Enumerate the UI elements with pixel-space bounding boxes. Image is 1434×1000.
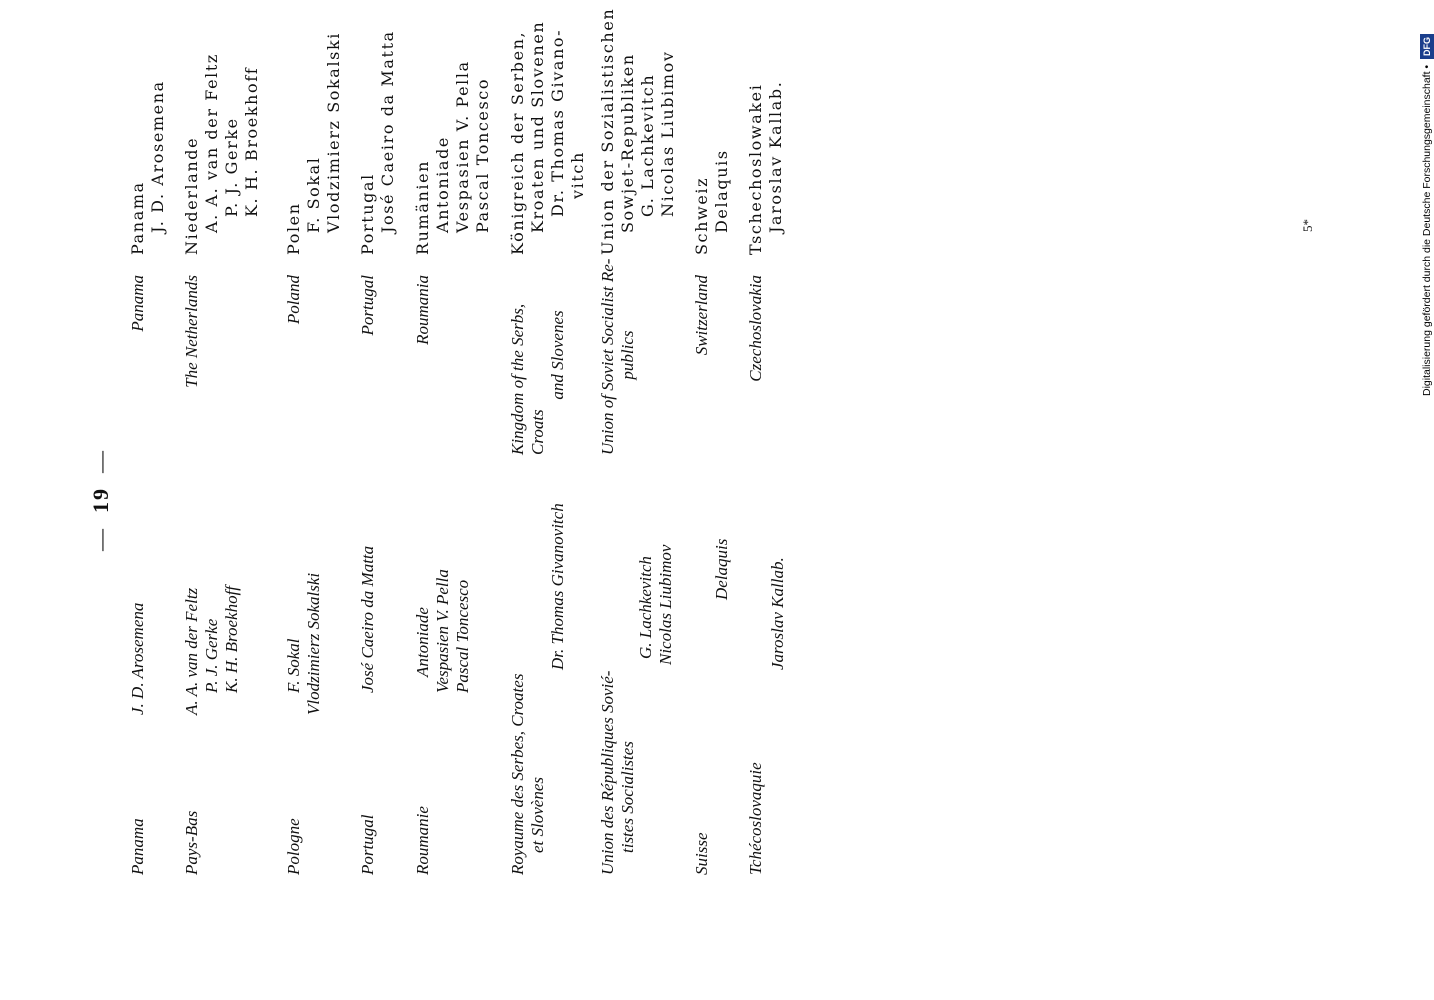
text-line: Kingdom of the Serbs, Croats: [508, 303, 547, 455]
text-line: Niederlande: [182, 136, 201, 255]
text-line: Delaquis: [712, 538, 731, 600]
text-line: Polen: [284, 202, 303, 255]
text-line: Vespasien V. Pella: [453, 60, 472, 233]
text-line: tistes Socialistes: [618, 741, 637, 853]
text-line: Panama: [128, 275, 147, 332]
text-line: Rumänien: [413, 159, 432, 255]
text-line: G. Lachkevitch: [636, 556, 655, 659]
names-french: [508, 503, 568, 670]
text-line: Union of Soviet Socialist Re-: [598, 258, 617, 455]
text-line: Pascal Toncesco: [453, 579, 472, 693]
text-line: José Caeiro da Matta: [358, 545, 377, 693]
entry-german: [128, 80, 168, 255]
entry-german: [182, 53, 262, 255]
names-french: [598, 545, 676, 665]
text-line: K. H. Broekhoff: [242, 66, 261, 217]
entry-german: [746, 81, 786, 255]
names-french: [692, 539, 732, 600]
text-line: Antoniade: [433, 136, 452, 233]
text-line: Antoniade: [413, 607, 432, 677]
page-number: 19: [88, 487, 113, 513]
text-line: Portugal: [358, 173, 377, 255]
dfg-logo-icon: DFG: [1420, 34, 1434, 59]
text-line: publics: [618, 330, 637, 380]
text-line: Suisse: [692, 832, 711, 875]
text-line: J. D. Arosemena: [148, 80, 167, 233]
country-french: [598, 630, 638, 875]
country-french: [284, 818, 304, 875]
text-line: Dr. Thomas Givano-: [548, 28, 567, 217]
text-line: Panama: [128, 181, 147, 255]
text-line: Nicolas Liubimov: [658, 50, 677, 217]
text-line: Delaquis: [712, 149, 731, 233]
text-line: Union des Républiques Sovié-: [598, 670, 617, 875]
country-english: [746, 275, 766, 445]
text-line: Pascal Toncesco: [473, 77, 492, 233]
text-line: Portugal: [358, 275, 377, 336]
text-line: Switzerland: [692, 275, 711, 356]
entry-german: [598, 0, 678, 255]
country-english: [692, 275, 712, 445]
text-line: Sowjet-Republiken: [618, 53, 637, 233]
text-line: vitch: [568, 151, 587, 199]
text-line: Tchécoslovaquie: [746, 762, 765, 875]
text-line: F. Sokal: [304, 156, 323, 233]
names-french: [746, 557, 788, 670]
text-line: P. J. Gerke: [222, 117, 241, 217]
country-english: [508, 255, 568, 455]
entry-german: [413, 60, 493, 255]
text-line: Roumanie: [413, 806, 432, 875]
text-line: Königreich der Serben,: [508, 30, 527, 255]
text-line: Schweiz: [692, 176, 711, 255]
text-line: F. Sokal: [284, 638, 303, 693]
names-french: [284, 573, 324, 715]
text-line: Vespasien V. Pella: [433, 569, 452, 693]
text-line: Vlodzimierz Sokalski: [324, 32, 343, 233]
names-french: [182, 586, 242, 715]
country-english: [284, 275, 304, 445]
signatory-row: [182, 0, 292, 1000]
text-line: Dr. Thomas Givanovitch: [548, 503, 567, 670]
entry-german: [284, 32, 344, 255]
text-line: and Slovenes: [548, 310, 567, 400]
text-line: Union der Sozialistischen: [598, 7, 617, 255]
text-line: Jaroslav Kallab.: [768, 557, 787, 670]
text-line: Royaume des Serbes, Croates: [508, 673, 527, 875]
text-line: Czechoslovakia: [746, 275, 765, 382]
text-line: Tschechoslowakei: [746, 83, 765, 255]
text-line: Portugal: [358, 814, 377, 875]
text-line: The Netherlands: [182, 275, 201, 388]
text-line: K. H. Broekhoff: [222, 585, 241, 693]
text-line: Kroaten und Slovenen: [528, 20, 547, 233]
signatory-row: [746, 0, 856, 1000]
entry-german: [358, 30, 398, 255]
text-line: Pays-Bas: [182, 810, 201, 875]
dfg-credit-text: Digitalisierung gefördert durch die Deutsche Forschungsgemeinschaft: [1421, 71, 1433, 396]
text-line: Panama: [128, 818, 147, 875]
text-line: P. J. Gerke: [202, 618, 221, 693]
names-french: [358, 546, 378, 715]
country-english: [182, 275, 202, 445]
country-french: [182, 811, 202, 875]
names-french: [413, 569, 473, 715]
country-french: [508, 635, 548, 875]
text-line: José Caeiro da Matta: [378, 30, 397, 233]
signature-mark: 5*: [1300, 219, 1315, 232]
entry-german: [692, 149, 732, 255]
text-line: Pologne: [284, 818, 303, 875]
country-english: [128, 275, 148, 445]
text-line: Roumania: [413, 275, 432, 345]
country-english: [598, 255, 638, 455]
text-line: Jaroslav Kallab.: [766, 80, 785, 233]
names-french: [128, 603, 148, 715]
entry-german: [508, 0, 588, 255]
signatory-row: [413, 0, 523, 1000]
text-line: Nicolas Liubimov: [656, 544, 675, 665]
dfg-credit-strip: Digitalisierung gefördert durch die Deutsche Forschungsgemeinschaft • DFG: [1418, 6, 1434, 396]
country-english: [358, 275, 378, 445]
text-line: Poland: [284, 275, 303, 325]
text-line: G. Lachkevitch: [638, 73, 657, 217]
text-line: et Slovènes: [528, 777, 547, 853]
text-line: J. D. Arosemena: [128, 602, 147, 715]
country-french: [413, 806, 433, 875]
country-french: [128, 818, 148, 875]
country-english: [413, 275, 433, 445]
text-line: A. A. van der Feltz: [202, 53, 221, 233]
country-french: [692, 833, 712, 876]
page-number-header: —19—: [88, 449, 113, 551]
text-line: Vlodzimierz Sokalski: [304, 572, 323, 715]
country-french: [746, 762, 766, 875]
text-line: A. A. van der Feltz: [182, 587, 201, 715]
country-french: [358, 815, 378, 875]
